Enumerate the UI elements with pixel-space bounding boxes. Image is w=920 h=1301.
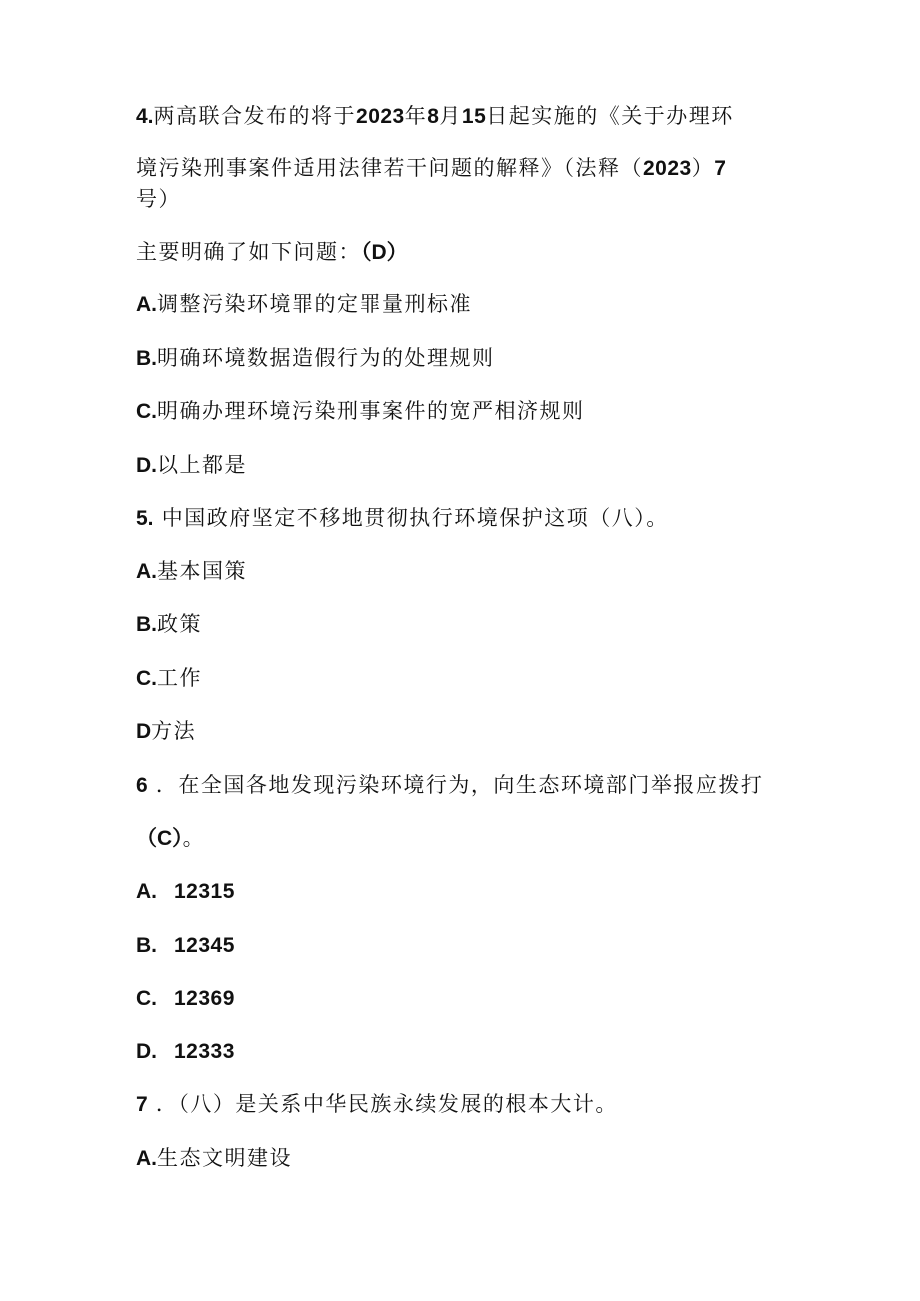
option-text: 工作 <box>157 666 202 690</box>
q4-option-b <box>136 345 495 372</box>
option-letter: A. <box>136 1147 157 1170</box>
option-text: 12315 <box>174 880 235 903</box>
q5-text: 中国政府坚定不移地贯彻执行环境保护这项（八）。 <box>161 506 669 530</box>
q5-option-b <box>136 611 202 638</box>
q5-option-c <box>136 665 202 692</box>
q5-option-d <box>136 718 196 745</box>
option-letter: C. <box>136 400 157 423</box>
q4-year: 2023 <box>356 105 405 128</box>
option-letter: A. <box>136 880 157 903</box>
option-letter: A. <box>136 293 157 316</box>
q6-line-1 <box>136 772 763 799</box>
q6-number: 6 <box>136 774 148 797</box>
q5-option-a <box>136 558 247 585</box>
option-text: 基本国策 <box>157 559 247 583</box>
q4-doc-num: 7 <box>714 157 727 180</box>
q6-text: ．在全国各地发现污染环境行为，向生态环境部门举报应拨打 <box>155 773 764 797</box>
q4-line-3: 号） <box>136 187 181 211</box>
q7-line-1 <box>136 1091 618 1118</box>
option-letter: B. <box>136 934 157 957</box>
q5-number: 5. <box>136 507 154 530</box>
option-letter: D. <box>136 454 157 477</box>
option-text: 调整污染环境罪的定罪量刑标准 <box>157 292 472 316</box>
option-text: 12369 <box>174 987 235 1010</box>
q6-line-2 <box>136 825 205 852</box>
option-letter: C. <box>136 987 157 1010</box>
q4-answer: （D） <box>361 241 408 264</box>
q4-doc-year: 2023 <box>643 157 692 180</box>
q4-yue: 月 <box>439 104 462 128</box>
q4-text-1b: 日起实施的《关于办理环 <box>486 104 734 128</box>
option-text: 明确办理环境污染刑事案件的宽严相济规则 <box>157 399 585 423</box>
q6-option-a <box>136 878 235 905</box>
option-text: 以上都是 <box>157 453 247 477</box>
q6-tail: 。 <box>182 826 206 850</box>
q7-option-a <box>136 1145 292 1172</box>
option-text: 政策 <box>157 612 202 636</box>
option-letter: B. <box>136 347 157 370</box>
q4-nian: 年 <box>404 104 428 128</box>
q6-option-b <box>136 932 235 959</box>
option-letter: D. <box>136 1040 157 1063</box>
option-letter: C. <box>136 667 157 690</box>
q4-option-a <box>136 291 472 318</box>
q4-number: 4. <box>136 105 154 128</box>
option-letter: B. <box>136 613 157 636</box>
q4-text-2a: 境污染刑事案件适用法律若干问题的解释》（法释（ <box>136 156 643 180</box>
q4-text-4: 主要明确了如下问题： <box>136 240 361 264</box>
q6-option-d <box>136 1038 235 1065</box>
q4-line-1 <box>136 103 734 130</box>
option-text: 生态文明建设 <box>157 1146 292 1170</box>
q6-answer: （C） <box>136 827 183 850</box>
q7-number: 7 <box>136 1093 148 1116</box>
q7-text: ．（八）是关系中华民族永续发展的根本大计。 <box>155 1092 618 1116</box>
option-text: 12345 <box>174 934 235 957</box>
q4-day: 15 <box>461 105 487 128</box>
q5-line-1 <box>136 505 669 532</box>
q4-option-c <box>136 398 585 425</box>
option-text: 12333 <box>174 1040 235 1063</box>
q4-line-4 <box>136 239 408 266</box>
q4-text-1a: 两高联合发布的将于 <box>153 104 357 128</box>
option-text: 方法 <box>151 719 197 743</box>
option-text: 明确环境数据造假行为的处理规则 <box>157 346 495 370</box>
option-letter: A. <box>136 560 157 583</box>
q4-option-d <box>136 452 247 479</box>
option-letter: D <box>136 720 152 743</box>
q6-option-c <box>136 985 235 1012</box>
q4-line-2 <box>136 155 726 182</box>
q4-doc-paren: ） <box>691 156 715 180</box>
q4-month: 8 <box>427 105 440 128</box>
